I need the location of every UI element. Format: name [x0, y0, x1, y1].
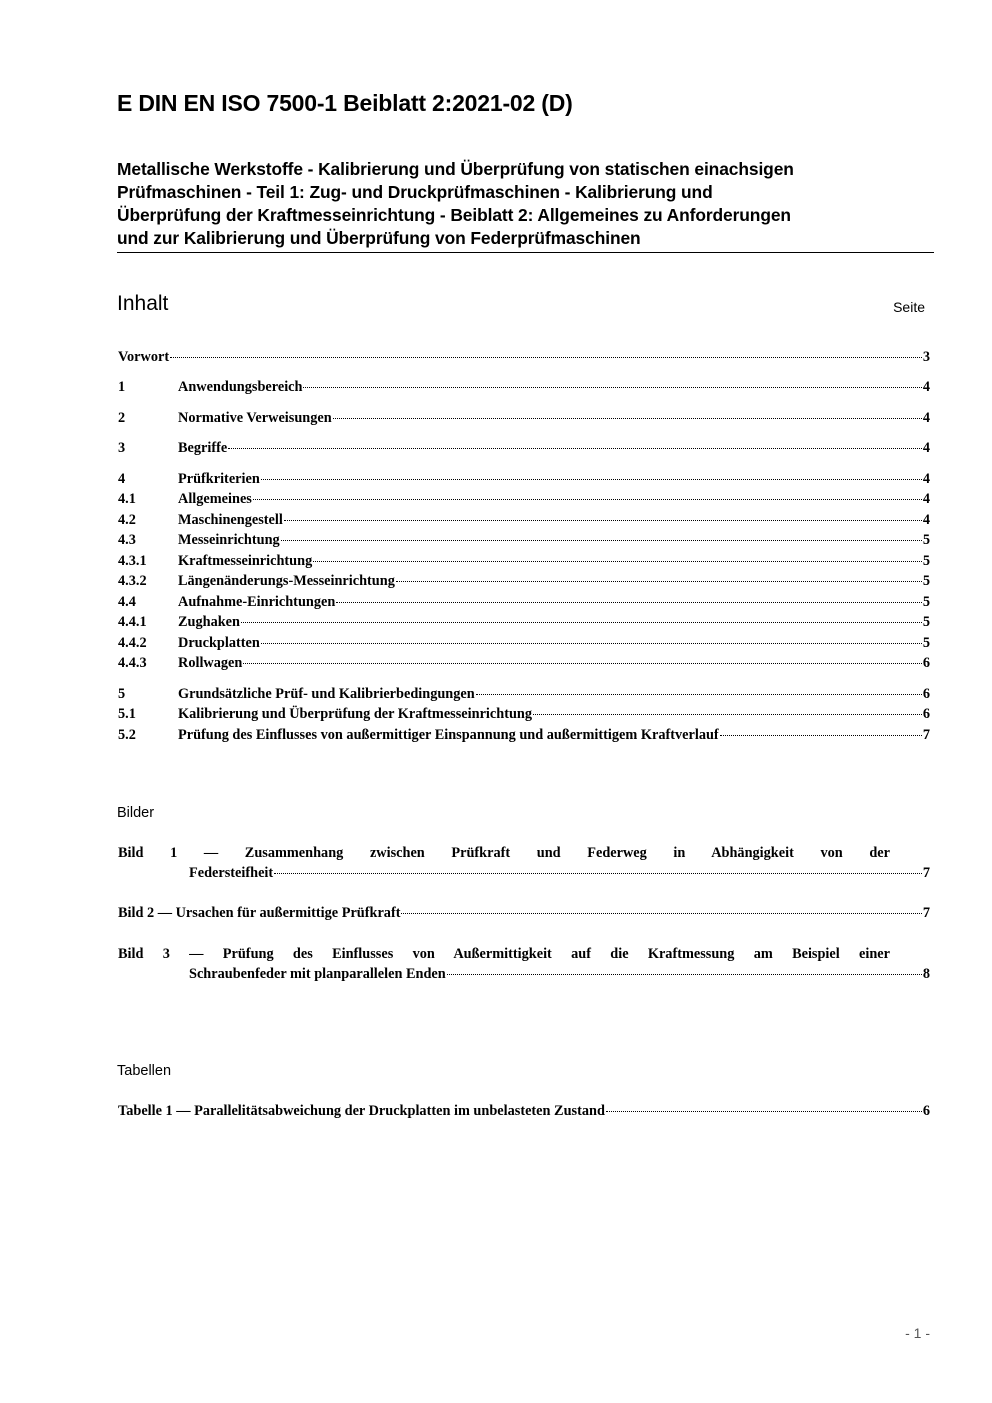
figure-entry-page: 8 [922, 966, 930, 982]
toc-entry-4-3-2[interactable] [118, 573, 930, 593]
toc-entry-title: Anwendungsbereich [178, 379, 303, 395]
dot-leader [261, 643, 922, 644]
toc-entry-5-2[interactable] [118, 727, 930, 747]
toc-entry-page: 6 [922, 706, 930, 722]
toc-entry-page: 4 [922, 491, 930, 507]
toc-entry-page: 4 [922, 440, 930, 456]
document-subtitle [117, 158, 934, 253]
toc-entry-number: 4.4.3 [118, 655, 147, 671]
toc-entry-page: 5 [922, 532, 930, 548]
toc-entry-title: Zughaken [178, 614, 240, 630]
page-number: - 1 - [905, 1325, 930, 1341]
toc-entry-4-1[interactable] [118, 491, 930, 511]
dot-leader [243, 663, 922, 664]
toc-entry-title: Kraftmesseinrichtung [178, 553, 313, 569]
dot-leader [720, 735, 922, 736]
toc-entry-2[interactable] [118, 410, 930, 430]
toc-entry-number: 4.2 [118, 512, 136, 528]
figure-entry-1[interactable] [118, 843, 930, 883]
toc-entry-number: 4.4 [118, 594, 136, 610]
dot-leader [313, 561, 922, 562]
toc-entry-4-4[interactable] [118, 594, 930, 614]
toc-entry-number: 4.4.1 [118, 614, 147, 630]
toc-entry-title: Druckplatten [178, 635, 260, 651]
toc-entry-number: 4 [118, 471, 126, 487]
figure-entry-page: 7 [922, 865, 930, 881]
toc-entry-title: Kalibrierung und Überprüfung der Kraftmesseinrichtung [178, 706, 533, 722]
dot-leader [253, 499, 922, 500]
toc-entry-number: 4.3.1 [118, 553, 147, 569]
figure-entry-title: Bild 3 — Prüfung des Einflusses von Außermittigkeit auf die Kraftmessung am Beispiel einer [118, 946, 890, 962]
toc-entry-title: Messeinrichtung [178, 532, 280, 548]
toc-entry-title: Normative Verweisungen [178, 410, 332, 426]
toc-entry-4-4-1[interactable] [118, 614, 930, 634]
toc-entry-page: 4 [922, 512, 930, 528]
toc-entry-3[interactable] [118, 440, 930, 460]
toc-entry-page: 6 [922, 655, 930, 671]
toc-entry-number: 5 [118, 686, 126, 702]
toc-entry-page: 5 [922, 573, 930, 589]
dot-leader [606, 1111, 922, 1112]
subtitle-line: Prüfmaschinen - Teil 1: Zug- und Druckprüfmaschinen - Kalibrierung und [117, 182, 713, 202]
toc-entry-number: 4.1 [118, 491, 136, 507]
toc-entry-title: Maschinengestell [178, 512, 283, 528]
dot-leader [333, 418, 922, 419]
toc-entry-page: 6 [922, 686, 930, 702]
figure-entry-title-cont: Federsteifheit [189, 865, 274, 881]
toc-entry-1[interactable] [118, 379, 930, 399]
toc-entry-title: Vorwort [118, 349, 170, 365]
dot-leader [281, 540, 922, 541]
toc-entry-4-4-3[interactable] [118, 655, 930, 675]
dot-leader [261, 479, 922, 480]
dot-leader [533, 714, 922, 715]
table-entry-page: 6 [922, 1103, 930, 1119]
toc-entry-title: Aufnahme-Einrichtungen [178, 594, 336, 610]
dot-leader [284, 520, 922, 521]
figure-entry-2[interactable] [118, 903, 930, 923]
toc-entry-number: 4.4.2 [118, 635, 147, 651]
toc-entry-title: Längenänderungs-Messeinrichtung [178, 573, 395, 589]
dot-leader [241, 622, 922, 623]
dot-leader [228, 448, 922, 449]
toc-entry-number: 2 [118, 410, 126, 426]
toc-entry-title: Prüfkriterien [178, 471, 260, 487]
toc-entry-page: 4 [922, 379, 930, 395]
toc-entry-number: 4.3.2 [118, 573, 147, 589]
dot-leader [476, 694, 922, 695]
dot-leader [336, 602, 922, 603]
figure-entry-3[interactable] [118, 944, 930, 984]
toc-entry-page: 4 [922, 471, 930, 487]
dot-leader [274, 873, 922, 874]
toc-entry-page: 4 [922, 410, 930, 426]
toc-entry-4-3[interactable] [118, 532, 930, 552]
dot-leader [447, 974, 922, 975]
figure-entry-title: Bild 2 — Ursachen für außermittige Prüfkraft [118, 905, 401, 921]
toc-entry-4-2[interactable] [118, 512, 930, 532]
page-column-label: Seite [893, 299, 925, 315]
toc-entry-number: 1 [118, 379, 126, 395]
table-entry-1[interactable] [118, 1101, 930, 1121]
tables-heading: Tabellen [117, 1063, 172, 1079]
toc-heading: Inhalt [117, 292, 169, 315]
dot-leader [303, 387, 921, 388]
toc-entry-number: 5.1 [118, 706, 136, 722]
toc-entry-title: Begriffe [178, 440, 228, 456]
figure-entry-page: 7 [922, 905, 930, 921]
subtitle-line: und zur Kalibrierung und Überprüfung von Federprüfmaschinen [117, 228, 641, 248]
toc-entry-title: Prüfung des Einflusses von außermittiger Einspannung und außermittigem Kraftverlauf [178, 727, 719, 743]
dot-leader [396, 581, 922, 582]
toc-entry-page: 5 [922, 553, 930, 569]
toc-entry-4[interactable] [118, 471, 930, 491]
document-title: E DIN EN ISO 7500-1 Beiblatt 2:2021-02 (D) [117, 90, 573, 116]
toc-entry-number: 5.2 [118, 727, 136, 743]
toc-entry-page: 5 [922, 614, 930, 630]
figure-entry-title-cont: Schraubenfeder mit planparallelen Enden [189, 966, 446, 982]
toc-entry-title: Allgemeines [178, 491, 252, 507]
toc-entry-5-1[interactable] [118, 706, 930, 726]
dot-leader [401, 913, 921, 914]
toc-entry-number: 3 [118, 440, 126, 456]
dot-leader [170, 357, 922, 358]
toc-entry-4-4-2[interactable] [118, 635, 930, 655]
toc-entry-number: 4.3 [118, 532, 136, 548]
toc-entry-page: 5 [922, 594, 930, 610]
toc-entry-page: 7 [922, 727, 930, 743]
figures-heading: Bilder [117, 805, 155, 821]
table-entry-title: Tabelle 1 — Parallelitätsabweichung der Druckplatten im unbelasteten Zustand [118, 1103, 605, 1119]
toc-entry-page: 5 [922, 635, 930, 651]
toc-entry-title: Rollwagen [178, 655, 243, 671]
toc-entry-title: Grundsätzliche Prüf- und Kalibrierbedingungen [178, 686, 475, 702]
toc-entry-vorwort[interactable] [118, 349, 930, 369]
toc-entry-4-3-1[interactable] [118, 553, 930, 573]
subtitle-line: Metallische Werkstoffe - Kalibrierung und Überprüfung von statischen einachsigen [117, 159, 794, 179]
toc-entry-5[interactable] [118, 686, 930, 706]
toc-entry-page: 3 [922, 349, 930, 365]
figure-entry-title: Bild 1 — Zusammenhang zwischen Prüfkraft und Federweg in Abhängigkeit von der [118, 845, 890, 861]
subtitle-line: Überprüfung der Kraftmesseinrichtung - Beiblatt 2: Allgemeines zu Anforderungen [117, 205, 791, 225]
